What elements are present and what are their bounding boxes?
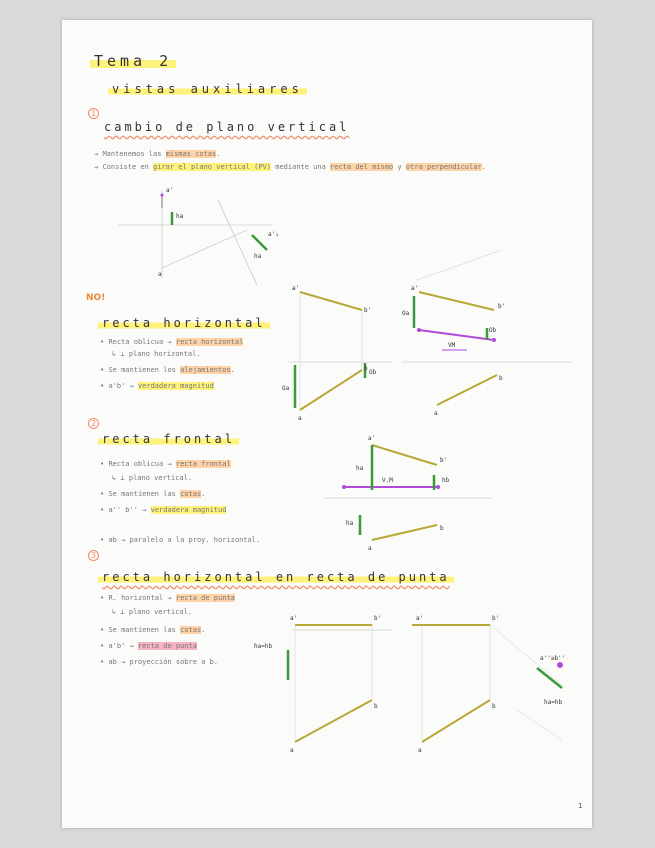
point-label: b' [492,615,500,622]
point-label: a''≡b'' [540,655,566,662]
point-label: ha [356,465,364,472]
point-label: a [290,747,294,754]
section-heading: recta frontal [98,432,239,446]
page-number: 1 [578,802,583,810]
point-label: hb [442,477,450,484]
point-label: b' [364,307,372,314]
section-heading: recta horizontal [98,316,270,330]
diagram-horizontal-left [282,285,392,422]
point-label: ha [346,520,354,527]
note-line: → Consiste en girar el plano vertical (PV) mediante una recta del mismo y otra perpendicular. [94,163,486,171]
diagram-frontal [324,435,492,552]
section-heading: recta horizontal en recta de punta [98,570,454,584]
note-line: • ab → proyección sobre a b. [100,658,219,666]
point-label: a' [292,285,300,292]
point-label: b' [498,303,506,310]
note-line: • R. horizontal → recta de punta [100,594,235,602]
point-label: b' [374,615,382,622]
note-line: → Mantenemos las mismas cotas. [94,150,221,158]
point-label: ha=hb [544,699,563,706]
note-line: ↳ ⊥ plano horizontal. [112,350,201,358]
point-label: b [374,703,378,710]
point-label: b [492,703,496,710]
section-number: 1 [88,108,99,119]
point-label: a' [416,615,424,622]
diagram-plane-change [118,187,279,285]
point-label: b' [440,457,448,464]
note-line: • a'' b'' → verdadera magnitud [100,506,227,514]
point-label: a [434,410,438,417]
diagram-point-left [254,615,392,754]
point-label: a [418,747,422,754]
note-line: • Se mantienen las cotas. [100,490,206,498]
note-line: • Recta oblicua → recta horizontal [100,338,244,346]
note-line: • Se mantienen los alejamientos. [100,366,235,374]
point-label: Oa [402,310,410,317]
point-label: Ob [369,369,377,376]
point-label: V.M [382,477,393,484]
notebook-page [62,20,592,828]
section-number: 2 [88,418,99,429]
note-line: ↳ ⊥ plano vertical. [112,608,193,616]
point-label: ha [176,213,184,220]
point-label: a [298,415,302,422]
point-label: b [499,375,503,382]
no-tag: NO! [86,293,106,303]
point-label: b [364,365,368,372]
point-label: a' [411,285,419,292]
note-line: • a'b' → recta de punta [100,642,197,650]
point-label: a [368,545,372,552]
section-heading: cambio de plano vertical [104,120,350,134]
point-label: b [440,525,444,532]
diagram-horizontal-right [402,250,572,417]
page-subtitle: vistas auxiliares [108,82,307,96]
section-number: 3 [88,550,99,561]
note-line: • ab → paralelo a la proy. horizontal. [100,536,261,544]
point-label: VM [448,342,456,349]
point-label: ha=hb [254,643,273,650]
point-label: a' [368,435,376,442]
diagram-point-right [412,615,565,754]
note-line: ↳ ⊥ plano vertical. [112,474,193,482]
point-label: a'₁ [268,231,279,238]
point-label: a [158,271,162,278]
point-label: a' [290,615,298,622]
point-label: ha [254,253,262,260]
drawings [62,20,592,828]
note-line: • a'b' → verdadera magnitud [100,382,214,390]
page-title: Tema 2 [90,52,176,70]
note-line: • Se mantienen las cotas. [100,626,206,634]
point-label: a' [166,187,174,194]
note-line: • Recta oblicua → recta frontal [100,460,231,468]
point-label: Ob [489,327,497,334]
point-label: Oa [282,385,290,392]
